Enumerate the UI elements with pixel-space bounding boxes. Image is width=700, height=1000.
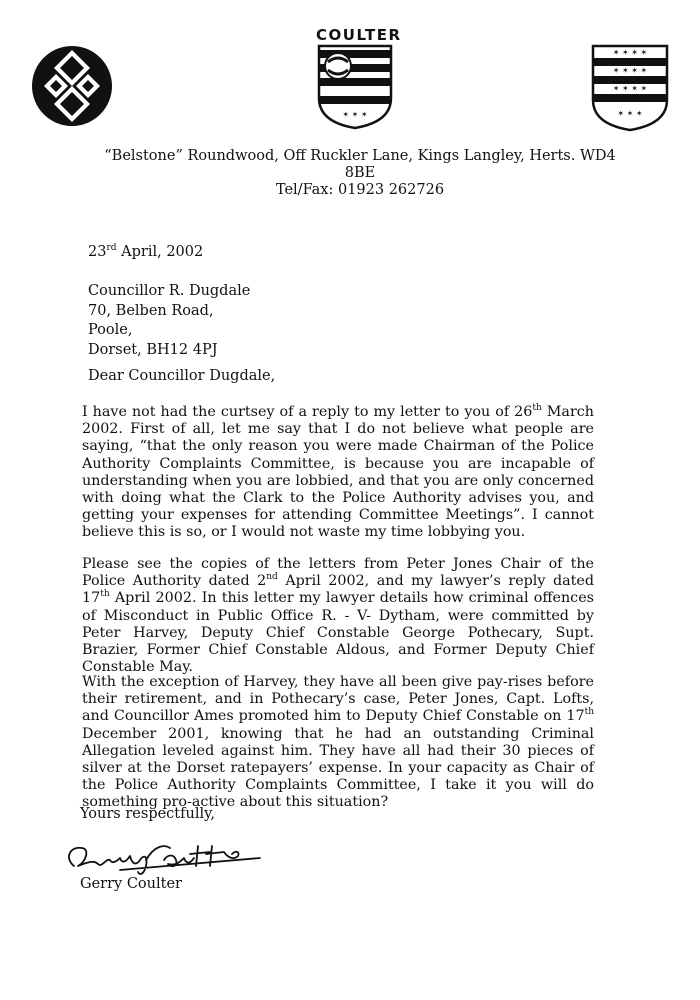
brand-title: COULTER <box>316 26 402 44</box>
svg-text:✶ ✶ ✶: ✶ ✶ ✶ <box>617 109 643 118</box>
recipient-address <box>88 282 250 360</box>
p2-text-a: Please see the copies of the letters from Peter Jones Chair of the Police Authority dated 2 <box>82 556 594 590</box>
address-line: “Belstone” Roundwood, Off Ruckler Lane, Kings Langley, Herts. WD4 8BE <box>104 148 616 181</box>
letter-date <box>88 243 203 260</box>
p3-text-a: With the exception of Harvey, they have all been give pay-rises before their retirement, and in Pothecary’s case, Peter Jones, Capt. Lofts, and Councillor Ames promoted him to Deputy Chief Constable on 17 <box>82 674 594 725</box>
date-suffix: rd <box>106 243 117 253</box>
body-paragraph-3 <box>82 674 594 812</box>
body-paragraph-1 <box>82 404 594 542</box>
p2-text-b: April 2002, and my lawyer’s reply dated 17 <box>82 573 594 607</box>
shield-crest-icon <box>590 44 670 132</box>
svg-text:✶ ✶ ✶ ✶: ✶ ✶ ✶ ✶ <box>612 66 648 75</box>
phone-line: Tel/Fax: 01923 262726 <box>275 182 445 198</box>
date-rest: April, 2002 <box>116 243 204 260</box>
p1-text-b: March 2002. First of all, let me say that I do not believe what people are saying, “that the only reason you were made Chairman of the Police Authority Complaints Committee, is because you are incapable of understanding when you are lobbied, and that you are only concerned with doing what the Clark to the Police Authority advises you, and getting your expenses for attending Committee Meetings”. I cannot believe this is so, or I would not waste my time lobbying you. <box>82 404 594 541</box>
closing: Yours respectfully, <box>80 806 215 822</box>
recipient-street: 70, Belben Road, <box>88 302 214 319</box>
p3-text-b: December 2001, knowing that he had an outstanding Criminal Allegation leveled against him. They have all had their 30 pieces of silver at the Dorset ratepayers’ expense. In your capacity as Chair of the Police Authority Complaints Committee, I take it you will do something pro-active about this situation? <box>82 725 594 811</box>
p1-text-a: I have not had the curtsey of a reply to my letter to you of 26 <box>82 404 533 420</box>
p1-sup: th <box>532 403 542 414</box>
signer-name: Gerry Coulter <box>80 876 182 892</box>
p2-sup-1: nd <box>266 572 278 583</box>
svg-text:✶ ✶ ✶ ✶: ✶ ✶ ✶ ✶ <box>612 84 648 93</box>
letterhead-address <box>100 148 620 199</box>
recipient-name: Councillor R. Dugdale <box>88 283 251 299</box>
recipient-county: Dorset, BH12 4PJ <box>88 341 218 358</box>
svg-text:✶ ✶ ✶ ✶: ✶ ✶ ✶ ✶ <box>339 86 371 94</box>
diamond-crest-icon <box>30 38 114 132</box>
shield-crest-icon <box>316 44 394 130</box>
p3-sup: th <box>584 707 594 718</box>
body-paragraph-2 <box>82 556 594 676</box>
recipient-town: Poole, <box>88 322 133 338</box>
svg-text:✶ ✶ ✶ ✶: ✶ ✶ ✶ ✶ <box>612 48 648 57</box>
p2-text-c: April 2002. In this letter my lawyer details how criminal offences of Misconduct in Public Office R. - V- Dytham, were committed by Peter Harvey, Deputy Chief Constable George Pothecary, Supt. Brazier, Former Chief Constable Aldous, and Former Deputy Chief Constable May. <box>82 590 594 676</box>
svg-text:✶ ✶ ✶: ✶ ✶ ✶ <box>342 110 368 119</box>
salutation: Dear Councillor Dugdale, <box>88 368 276 384</box>
p2-sup-2: th <box>100 589 110 600</box>
date-day: 23 <box>88 243 107 260</box>
